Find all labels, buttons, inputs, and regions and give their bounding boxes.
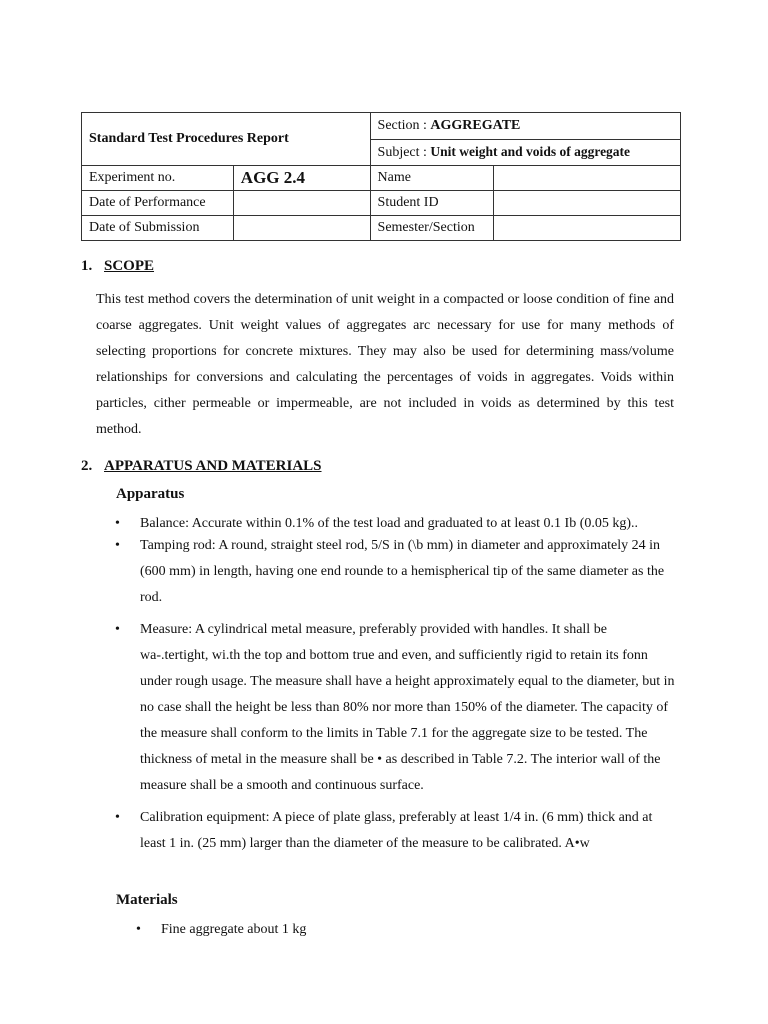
materials-subheading: Materials [116,892,178,908]
list-item [136,920,676,940]
semester-value [494,216,681,241]
date-performance-value [233,191,370,216]
scope-paragraph: This test method covers the determination of unit weight in a compacted or loose condition of fine and coarse aggregates. Unit weight values of aggregates arc necessary for use for many methods of selecting proportions for concrete mixtures. They may also be used for determining mass/volume relationships for conversions and calculating the percentages of voids in aggregates. Voids within particles, cither permeable or impermeable, are not included in voids as determined by this test method. [96,292,674,437]
report-title: Standard Test Procedures Report [82,113,371,166]
student-id-value [494,191,681,216]
list-item [115,805,675,857]
section-label: Section : [377,117,431,133]
list-item [115,533,675,611]
list-item [115,617,675,799]
scope-title: SCOPE [104,258,155,274]
list-item-text: Tamping rod: A round, straight steel rod, 5/S in (\b mm) in diameter and approximately 24 in (600 mm) in length, having one end rounde to a hemispherical tip of the same diameter as the rod. [140,538,665,605]
student-id-label: Student ID [370,191,494,216]
experiment-label: Experiment no. [82,166,234,191]
section-value: AGGREGATE [430,117,521,133]
list-item-text: Measure: A cylindrical metal measure, preferably provided with handles. It shall be wa-.tertight, wi.th the top and bottom true and even, and sufficiently rigid to retain its fonn under rough usage. The measure shall have a height approximately equal to the diameter, but in no case shall the height be less than 80% nor more than 150% of the diameter. The capacity of the measure shall conform to the limits in Table 7.1 for the aggregate size to be tested. The thickness of metal in the measure shall be • as described in Table 7.2. The interior wall of the measure shall be a smooth and continuous surface. [140,622,675,793]
subject-value: Unit weight and voids of aggregate [430,143,631,159]
apparatus-number: 2. [81,458,93,474]
name-value [494,166,681,191]
bullet: • [136,922,141,937]
semester-label: Semester/Section [370,216,494,241]
subject-label: Subject : [377,144,431,160]
date-submission-value [233,216,370,241]
apparatus-list-2 [115,533,675,857]
bullet: • [115,538,120,553]
section-cell [370,113,680,140]
apparatus-heading [81,458,322,475]
scope-number: 1. [81,258,93,274]
header-table [81,112,681,241]
materials-list [136,920,676,940]
subject-cell [370,139,680,166]
bullet: • [115,810,120,825]
scope-heading [81,258,154,275]
list-item-text: Balance: Accurate within 0.1% of the test load and graduated to at least 0.1 Ib (0.05 kg).. [140,516,639,531]
apparatus-subheading: Apparatus [116,486,185,502]
apparatus-title: APPARATUS AND MATERIALS [104,458,322,474]
date-performance-label: Date of Performance [82,191,234,216]
bullet: • [115,516,120,531]
apparatus-list [115,514,675,534]
experiment-value: AGG 2.4 [233,166,370,191]
name-label: Name [370,166,494,191]
list-item-text: Fine aggregate about 1 kg [161,922,307,937]
bullet: • [115,622,120,637]
list-item-text: Calibration equipment: A piece of plate glass, preferably at least 1/4 in. (6 mm) thick and at least 1 in. (25 mm) larger than the diameter of the measure to be calibrated. A•w [140,810,653,851]
list-item [115,514,675,534]
date-submission-label: Date of Submission [82,216,234,241]
